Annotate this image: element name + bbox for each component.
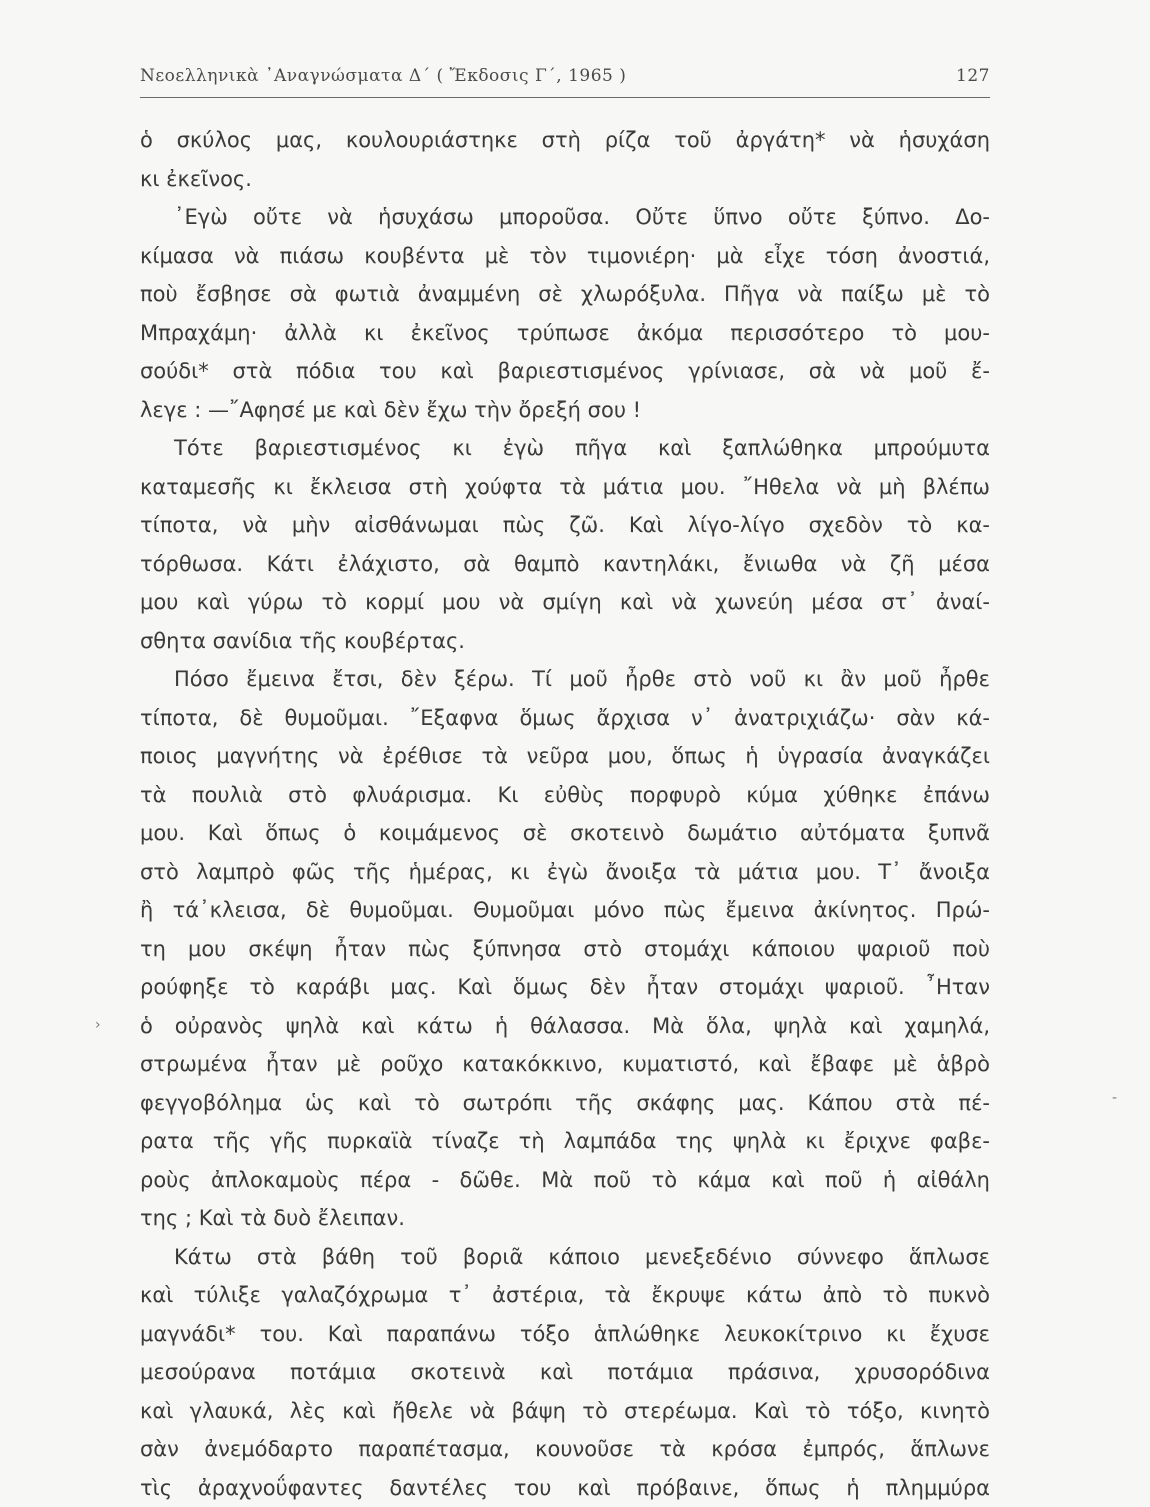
margin-mark-right: - [1112, 1090, 1117, 1106]
text-line: στὸ λαμπρὸ φῶς τῆς ἡμέρας, κι ἐγὼ ἄνοιξα τὰ μάτια μου. Τ᾿ ἄνοιξα [140, 853, 990, 892]
body-text [140, 121, 990, 1507]
text-line: Μπραχάμη· ἀλλὰ κι ἐκεῖνος τρύπωσε ἀκόμα περισσότερο τὸ μου- [140, 314, 990, 353]
text-line: τὰ πουλιὰ στὸ φλυάρισμα. Κι εὐθὺς πορφυρὸ κύμα χύθηκε ἐπάνω [140, 776, 990, 815]
text-line: τὶς ἀραχνοΰφαντες δαντέλες του καὶ πρόβαινε, ὅπως ἡ πλημμύρα [140, 1469, 990, 1507]
text-line: λεγε : —῎Αφησέ με καὶ δὲν ἔχω τὴν ὄρεξή σου ! [140, 391, 990, 430]
text-line: κι ἐκεῖνος. [140, 160, 990, 199]
running-head-title: Νεοελληνικὰ ᾿Αναγνώσματα Δ΄ ( Ἔκδοσις Γ΄, 1965 ) [140, 66, 626, 86]
text-line: ὁ οὐρανὸς ψηλὰ καὶ κάτω ἡ θάλασσα. Μὰ ὅλα, ψηλὰ καὶ χαμηλά, [140, 1007, 990, 1046]
text-line: μεσούρανα ποτάμια σκοτεινὰ καὶ ποτάμια πράσινα, χρυσορόδινα [140, 1353, 990, 1392]
text-line: τίποτα, δὲ θυμοῦμαι. ῎Εξαφνα ὅμως ἄρχισα ν᾿ ἀνατριχιάζω· σὰν κά- [140, 699, 990, 738]
text-line: μαγνάδι* του. Καὶ παραπάνω τόξο ἁπλώθηκε λευκοκίτρινο κι ἔχυσε [140, 1315, 990, 1354]
text-line: τόρθωσα. Κάτι ἐλάχιστο, σὰ θαμπὸ καντηλάκι, ἔνιωθα νὰ ζῆ μέσα [140, 545, 990, 584]
page-number: 127 [956, 66, 990, 86]
text-line: Κάτω στὰ βάθη τοῦ βοριᾶ κάποιο μενεξεδένιο σύννεφο ἅπλωσε [140, 1238, 990, 1277]
text-line: Πόσο ἔμεινα ἔτσι, δὲν ξέρω. Τί μοῦ ἦρθε στὸ νοῦ κι ἂν μοῦ ἦρθε [140, 660, 990, 699]
text-line: ροὺς ἀπλοκαμοὺς πέρα - δῶθε. Μὰ ποῦ τὸ κάμα καὶ ποῦ ἡ αἰθάλη [140, 1161, 990, 1200]
text-line: τίποτα, νὰ μὴν αἰσθάνωμαι πὼς ζῶ. Καὶ λίγο-λίγο σχεδὸν τὸ κα- [140, 506, 990, 545]
text-line: σούδι* στὰ πόδια του καὶ βαριεστισμένος γρίνιασε, σὰ νὰ μοῦ ἔ- [140, 352, 990, 391]
text-line: στρωμένα ἦταν μὲ ροῦχο κατακόκκινο, κυματιστό, καὶ ἔβαφε μὲ ἁβρὸ [140, 1045, 990, 1084]
text-line: σὰν ἀνεμόδαρτο παραπέτασμα, κουνοῦσε τὰ κρόσα ἐμπρός, ἅπλωνε [140, 1430, 990, 1469]
text-line: σθητα σανίδια τῆς κουβέρτας. [140, 622, 990, 661]
text-line: Τότε βαριεστισμένος κι ἐγὼ πῆγα καὶ ξαπλώθηκα μπρούμυτα [140, 429, 990, 468]
text-line: ποιος μαγνήτης νὰ ἐρέθισε τὰ νεῦρα μου, ὅπως ἡ ὑγρασία ἀναγκάζει [140, 737, 990, 776]
header-rule [140, 97, 990, 98]
text-line: ρατα τῆς γῆς πυρκαϊὰ τίναζε τὴ λαμπάδα της ψηλὰ κι ἔριχνε φαβε- [140, 1122, 990, 1161]
text-line: καὶ γλαυκά, λὲς καὶ ἤθελε νὰ βάψη τὸ στερέωμα. Καὶ τὸ τόξο, κινητὸ [140, 1392, 990, 1431]
text-line: ἢ τά᾿κλεισα, δὲ θυμοῦμαι. Θυμοῦμαι μόνο πὼς ἔμεινα ἀκίνητος. Πρώ- [140, 891, 990, 930]
text-line: καταμεσῆς κι ἔκλεισα στὴ χούφτα τὰ μάτια μου. ῎Ηθελα νὰ μὴ βλέπω [140, 468, 990, 507]
text-line: μου καὶ γύρω τὸ κορμί μου νὰ σμίγη καὶ νὰ χωνεύη μέσα στ᾿ ἀναί- [140, 583, 990, 622]
text-line: ποὺ ἔσβησε σὰ φωτιὰ ἀναμμένη σὲ χλωρόξυλα. Πῆγα νὰ παίξω μὲ τὸ [140, 275, 990, 314]
text-line: τη μου σκέψη ἦταν πὼς ξύπνησα στὸ στομάχι κάποιου ψαριοῦ ποὺ [140, 930, 990, 969]
text-line: της ; Καὶ τὰ δυὸ ἔλειπαν. [140, 1199, 990, 1238]
margin-mark-left: › [95, 1017, 101, 1033]
text-line: καὶ τύλιξε γαλαζόχρωμα τ᾿ ἀστέρια, τὰ ἔκρυψε κάτω ἀπὸ τὸ πυκνὸ [140, 1276, 990, 1315]
text-line: ὁ σκύλος μας, κουλουριάστηκε στὴ ρίζα τοῦ ἀργάτη* νὰ ἡσυχάση [140, 121, 990, 160]
text-line: ᾿Εγὼ οὔτε νὰ ἡσυχάσω μποροῦσα. Οὔτε ὕπνο οὔτε ξύπνο. Δο- [140, 198, 990, 237]
text-line: μου. Καὶ ὅπως ὁ κοιμάμενος σὲ σκοτεινὸ δωμάτιο αὐτόματα ξυπνᾶ [140, 814, 990, 853]
text-line: ρούφηξε τὸ καράβι μας. Καὶ ὅμως δὲν ἦταν στομάχι ψαριοῦ. ῏Ηταν [140, 968, 990, 1007]
running-head [140, 66, 990, 94]
text-line: κίμασα νὰ πιάσω κουβέντα μὲ τὸν τιμονιέρη· μὰ εἶχε τόση ἀνοστιά, [140, 237, 990, 276]
text-line: φεγγοβόλημα ὡς καὶ τὸ σωτρόπι τῆς σκάφης μας. Κάπου στὰ πέ- [140, 1084, 990, 1123]
